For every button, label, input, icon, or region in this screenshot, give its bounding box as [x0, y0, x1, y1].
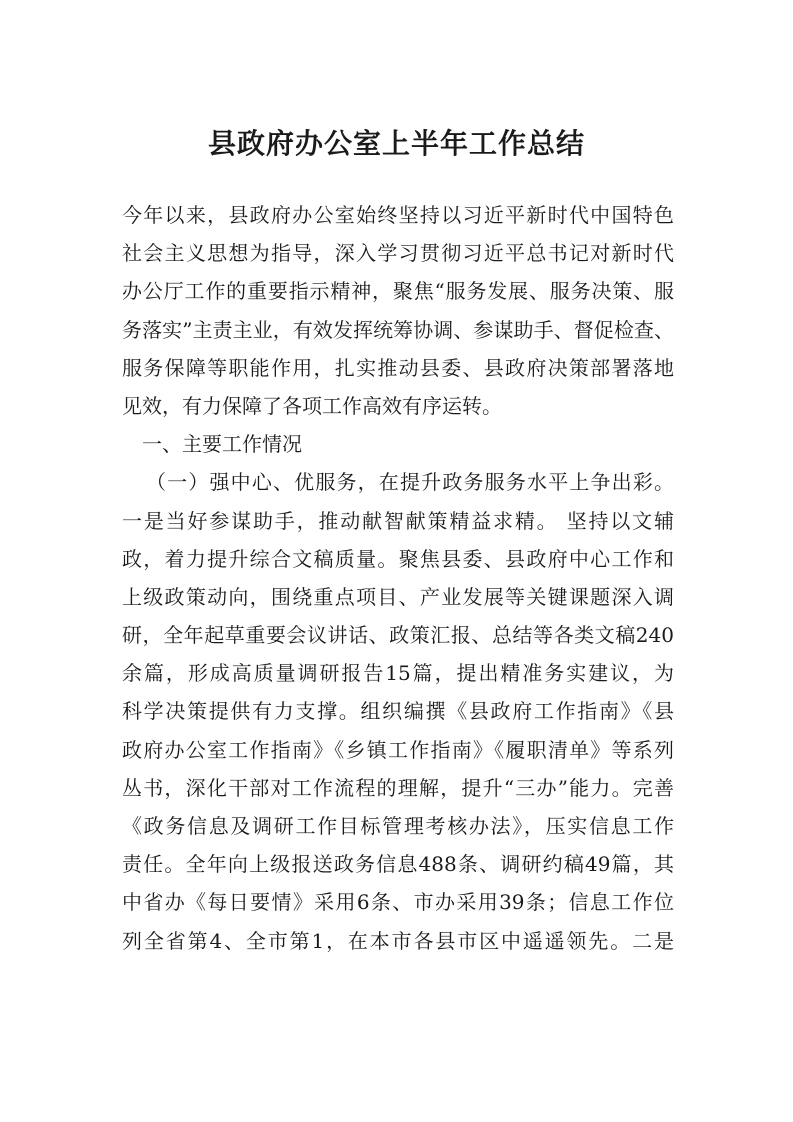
paragraph-line: 政，着力提升综合文稿质量。聚焦县委、县政府中心工作和 — [122, 546, 674, 571]
paragraph-line: 余篇，形成高质量调研报告15篇，提出精准务实建议，为 — [122, 661, 674, 686]
paragraph-line: 务落实”主责主业，有效发挥统筹协调、参谋助手、督促检查、 — [122, 317, 674, 342]
subsection-heading: （一）强中心、优服务，在提升政务服务水平上争出彩。 — [146, 470, 674, 495]
document-title: 县政府办公室上半年工作总结 — [207, 127, 585, 160]
paragraph-line: 一是当好参谋助手，推动献智献策精益求精。 坚持以文辅 — [122, 508, 674, 533]
paragraph-line: 责任。全年向上级报送政务信息488条、调研约稿49篇，其 — [122, 852, 674, 877]
paragraph-line: 《政务信息及调研工作目标管理考核办法》，压实信息工作 — [122, 814, 674, 838]
paragraph-line: 科学决策提供有力支撑。组织编撰《县政府工作指南》《县 — [122, 699, 674, 724]
paragraph-line: 政府办公室工作指南》《乡镇工作指南》《履职清单》等系列 — [122, 737, 674, 762]
paragraph-line: 中省办《每日要情》采用6条、市办采用39条；信息工作位 — [122, 890, 674, 915]
paragraph-line: 上级政策动向，围绕重点项目、产业发展等关键课题深入调 — [122, 584, 674, 609]
paragraph-line: 社会主义思想为指导，深入学习贯彻习近平总书记对新时代 — [122, 241, 674, 266]
paragraph-line: 办公厅工作的重要指示精神，聚焦“服务发展、服务决策、服 — [122, 279, 674, 304]
paragraph-line: 丛书，深化干部对工作流程的理解，提升“三办”能力。完善 — [122, 775, 674, 800]
paragraph-line: 今年以来，县政府办公室始终坚持以习近平新时代中国特色 — [122, 203, 674, 227]
paragraph-line: 研，全年起草重要会议讲话、政策汇报、总结等各类文稿240 — [122, 623, 674, 648]
paragraph-line: 见效，有力保障了各项工作高效有序运转。 — [122, 393, 502, 418]
paragraph-line: 服务保障等职能作用，扎实推动县委、县政府决策部署落地 — [122, 355, 674, 380]
paragraph-line: 列全省第4、全市第1，在本市各县市区中遥遥领先。二是 — [122, 928, 674, 953]
document-body — [122, 196, 674, 960]
section-heading: 一、主要工作情况 — [142, 432, 302, 457]
